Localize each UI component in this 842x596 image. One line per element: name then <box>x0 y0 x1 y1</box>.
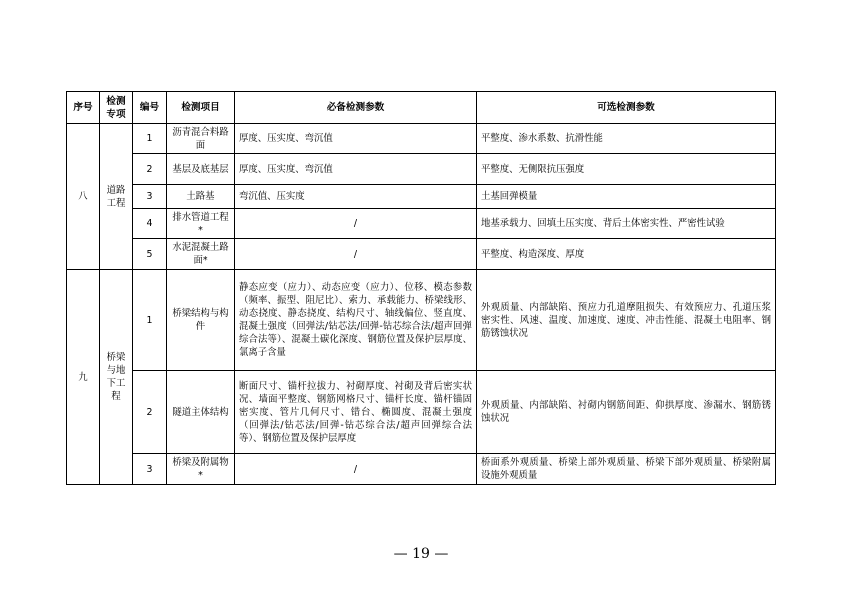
row-num: 5 <box>133 239 167 270</box>
row-optional: 外观质量、内部缺陷、衬砌内钢筋间距、仰拱厚度、渗漏水、钢筋锈蚀状况 <box>477 371 776 454</box>
row-item: 土路基 <box>167 185 235 209</box>
row-item: 排水管道工程* <box>167 209 235 239</box>
table-row <box>67 154 776 185</box>
row-item: 水泥混凝土路面* <box>167 239 235 270</box>
group-category: 道路工程 <box>100 124 133 270</box>
header-category: 检测专项 <box>100 92 133 124</box>
row-item: 沥青混合料路面 <box>167 124 235 154</box>
row-num: 4 <box>133 209 167 239</box>
row-optional: 外观质量、内部缺陷、预应力孔道摩阻损失、有效预应力、孔道压浆密实性、风速、温度、加速度、速度、冲击性能、混凝土电阻率、钢筋锈蚀状况 <box>477 270 776 371</box>
row-required: 厚度、压实度、弯沉值 <box>235 154 477 185</box>
table-row <box>67 371 776 454</box>
header-row <box>67 92 776 124</box>
table-row <box>67 124 776 154</box>
group-seq: 八 <box>67 124 100 270</box>
row-num: 2 <box>133 371 167 454</box>
row-num: 3 <box>133 185 167 209</box>
row-required: 厚度、压实度、弯沉值 <box>235 124 477 154</box>
row-item: 桥梁结构与构件 <box>167 270 235 371</box>
table-row <box>67 185 776 209</box>
table-row <box>67 270 776 371</box>
row-required: 断面尺寸、锚杆拉拔力、衬砌厚度、衬砌及背后密实状况、墙面平整度、钢筋网格尺寸、锚杆长度、锚杆锚固密实度、管片几何尺寸、错台、椭圆度、混凝土强度（回弹法/钻芯法/回弹-钻芯综合法/超声回弹综合法等）、钢筋位置及保护层厚度 <box>235 371 477 454</box>
table-row <box>67 209 776 239</box>
row-num: 3 <box>133 454 167 485</box>
table-row <box>67 454 776 485</box>
row-item: 基层及底基层 <box>167 154 235 185</box>
row-optional: 平整度、无侧限抗压强度 <box>477 154 776 185</box>
row-num: 1 <box>133 124 167 154</box>
row-num: 2 <box>133 154 167 185</box>
header-item: 检测项目 <box>167 92 235 124</box>
row-optional: 桥面系外观质量、桥梁上部外观质量、桥梁下部外观质量、桥梁附属设施外观质量 <box>477 454 776 485</box>
row-optional: 地基承载力、回填土压实度、背后土体密实性、严密性试验 <box>477 209 776 239</box>
row-required: 弯沉值、压实度 <box>235 185 477 209</box>
row-required: / <box>235 239 477 270</box>
header-optional: 可选检测参数 <box>477 92 776 124</box>
inspection-parameter-table <box>66 91 776 485</box>
header-required: 必备检测参数 <box>235 92 477 124</box>
row-required: / <box>235 454 477 485</box>
header-seq: 序号 <box>67 92 100 124</box>
row-optional: 平整度、构造深度、厚度 <box>477 239 776 270</box>
row-num: 1 <box>133 270 167 371</box>
page-number: — 19 — <box>393 546 449 562</box>
row-item: 桥梁及附属物* <box>167 454 235 485</box>
row-required: 静态应变（应力）、动态应变（应力）、位移、模态参数（频率、振型、阻尼比）、索力、承载能力、桥梁线形、动态挠度、静态挠度、结构尺寸、轴线偏位、竖直度、混凝土强度（回弹法/钻芯法/回弹-钻芯综合法/超声回弹综合法等）、混凝土碳化深度、钢筋位置及保护层厚度、氯离子含量 <box>235 270 477 371</box>
row-required: / <box>235 209 477 239</box>
row-optional: 土基回弹模量 <box>477 185 776 209</box>
group-category: 桥梁与地下工程 <box>100 270 133 485</box>
row-optional: 平整度、渗水系数、抗滑性能 <box>477 124 776 154</box>
group-seq: 九 <box>67 270 100 485</box>
table-row <box>67 239 776 270</box>
header-num: 编号 <box>133 92 167 124</box>
row-item: 隧道主体结构 <box>167 371 235 454</box>
